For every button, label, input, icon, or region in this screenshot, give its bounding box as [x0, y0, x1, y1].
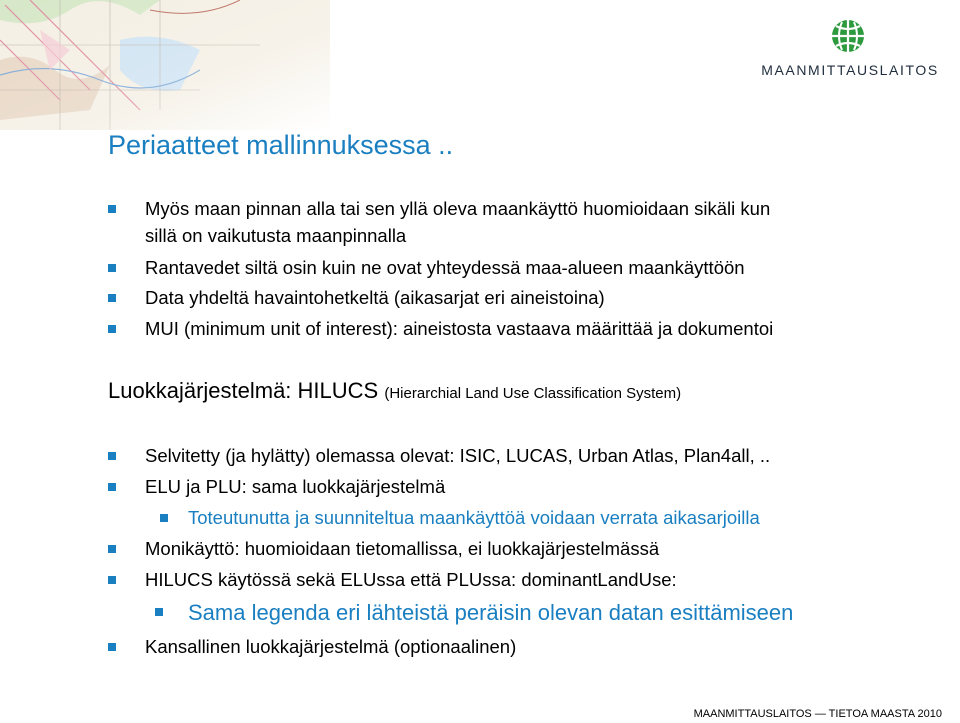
bullet-marker-icon — [108, 205, 116, 213]
bullet-text: Data yhdeltä havaintohetkeltä (aikasarjat eri aineistoina) — [145, 287, 605, 308]
bullet-text: MUI (minimum unit of interest): aineistosta vastaava määrittää ja dokumentoi — [145, 318, 774, 339]
bullet-text-continued: sillä on vaikutusta maanpinnalla — [145, 225, 407, 246]
bullet-marker-icon — [108, 452, 116, 460]
classification-main: Luokkajärjestelmä: HILUCS — [108, 378, 379, 403]
bullet-marker-icon — [108, 576, 116, 584]
bullet-text: Kansallinen luokkajärjestelmä (optionaalinen) — [145, 636, 517, 657]
bullet-marker-icon — [108, 545, 116, 553]
globe-logo-icon — [830, 18, 866, 54]
bullet-text: Rantavedet siltä osin kuin ne ovat yhteydessä maa-alueen maankäyttöön — [145, 257, 745, 278]
classification-expansion: (Hierarchial Land Use Classification System) — [384, 385, 682, 402]
bullet-marker-icon — [108, 264, 116, 272]
sub-bullet-text: Toteutunutta ja suunniteltua maankäyttöä voidaan verrata aikasarjoilla — [188, 507, 760, 528]
bullet-marker-icon — [108, 325, 116, 333]
bullet-text: ELU ja PLU: sama luokkajärjestelmä — [145, 476, 446, 497]
bullet-text: Selvitetty (ja hylätty) olemassa olevat: ISIC, LUCAS, Urban Atlas, Plan4all, .. — [145, 445, 771, 466]
bullet-text: Monikäyttö: huomioidaan tietomallissa, ei luokkajärjestelmässä — [145, 538, 660, 559]
slide-title: Periaatteet mallinnuksessa .. — [108, 130, 454, 160]
bullet-marker-icon — [108, 643, 116, 651]
bullet-text: Myös maan pinnan alla tai sen yllä oleva maankäyttö huomioidaan sikäli kun — [145, 198, 771, 219]
classification-heading — [108, 378, 681, 404]
sub-bullet-marker-icon — [155, 608, 163, 616]
sub-bullet-marker-icon — [160, 514, 168, 522]
bullet-marker-icon — [108, 483, 116, 491]
sub-bullet-text-large: Sama legenda eri lähteistä peräisin olevan datan esittämiseen — [188, 600, 794, 625]
slide-footer: MAANMITTAUSLAITOS — TIETOA MAASTA 2010 — [693, 708, 942, 720]
bullet-text: HILUCS käytössä sekä ELUssa että PLUssa: dominantLandUse: — [145, 569, 677, 590]
organization-name: MAANMITTAUSLAITOS — [761, 62, 939, 78]
map-decoration — [0, 0, 330, 130]
organization-logo — [760, 18, 940, 88]
bullet-marker-icon — [108, 294, 116, 302]
